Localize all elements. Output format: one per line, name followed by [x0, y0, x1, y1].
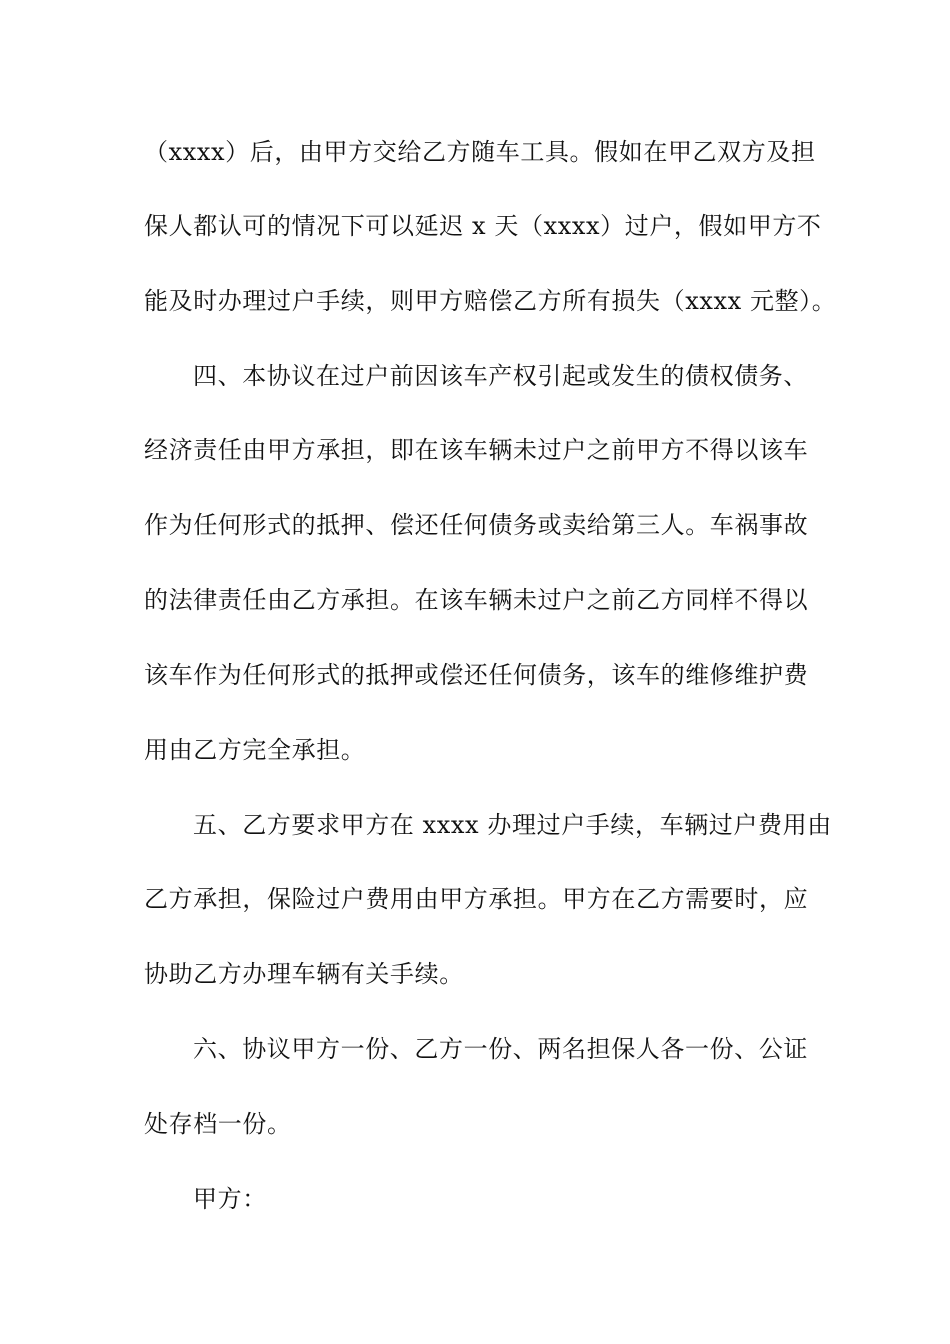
clause-five-line-2: 乙方承担，保险过户费用由甲方承担。甲方在乙方需要时，应 [144, 885, 809, 913]
clause-four-line-5: 该车作为任何形式的抵押或偿还任何债务，该车的维修维护费 [144, 661, 809, 689]
clause-four-line-3: 作为任何形式的抵押、偿还任何债务或卖给第三人。车祸事故 [144, 511, 809, 539]
clause-four-line-6: 用由乙方完全承担。 [144, 736, 366, 764]
clause-five-line-3: 协助乙方办理车辆有关手续。 [144, 960, 464, 988]
clause-six-line-2: 处存档一份。 [144, 1110, 292, 1138]
clause-six-line-1: 六、协议甲方一份、乙方一份、两名担保人各一份、公证 [193, 1035, 808, 1063]
clause-four-line-4: 的法律责任由乙方承担。在该车辆未过户之前乙方同样不得以 [144, 586, 809, 614]
clause-five-line-1: 五、乙方要求甲方在 xxxx 办理过户手续，车辆过户费用由 [193, 811, 832, 839]
text-line-2: 保人都认可的情况下可以延迟 x 天（xxxx）过户，假如甲方不 [144, 212, 822, 240]
text-line-3: 能及时办理过户手续，则甲方赔偿乙方所有损失（xxxx 元整）。 [144, 287, 837, 315]
party-a-signature-label: 甲方： [193, 1185, 267, 1213]
clause-four-line-2: 经济责任由甲方承担，即在该车辆未过户之前甲方不得以该车 [144, 436, 809, 464]
clause-four-line-1: 四、本协议在过户前因该车产权引起或发生的债权债务、 [193, 362, 808, 390]
text-line-1: （xxxx）后，由甲方交给乙方随车工具。假如在甲乙双方及担 [144, 138, 816, 166]
